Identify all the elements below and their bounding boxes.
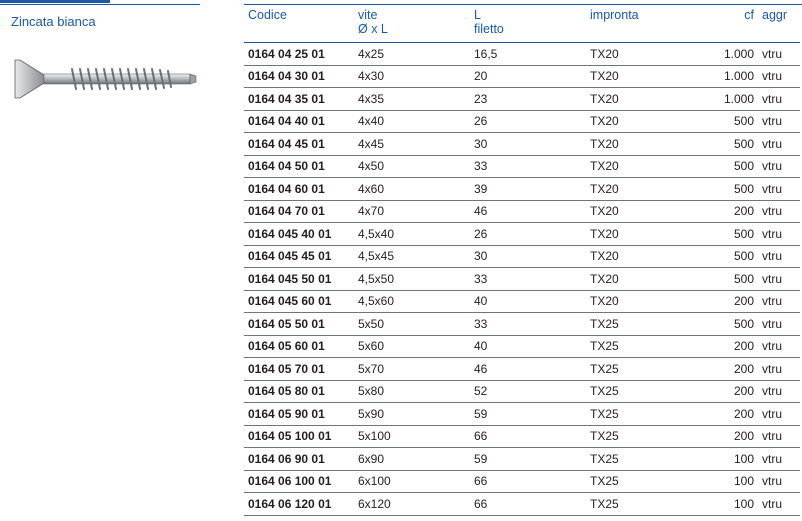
cell-impronta: TX20 [586,155,706,178]
cell-cf: 200 [706,403,758,426]
cell-filetto: 16,5 [470,43,586,66]
cell-filetto: 39 [470,178,586,201]
cell-vite: 4,5x50 [354,268,470,291]
cell-impronta: TX20 [586,65,706,88]
cell-filetto: 59 [470,403,586,426]
header-impronta: impronta [586,7,706,43]
cell-codice: 0164 04 40 01 [244,110,354,133]
cell-aggr: vtru [758,268,800,291]
cell-aggr: vtru [758,448,800,471]
cell-filetto: 33 [470,155,586,178]
cell-impronta: TX20 [586,43,706,66]
table-row [244,358,800,381]
cell-codice: 0164 06 100 01 [244,470,354,493]
cell-filetto: 46 [470,200,586,223]
cell-codice: 0164 04 70 01 [244,200,354,223]
cell-cf: 500 [706,245,758,268]
cell-aggr: vtru [758,493,800,516]
cell-vite: 4x45 [354,133,470,156]
cell-filetto: 20 [470,65,586,88]
cell-filetto: 33 [470,313,586,336]
cell-filetto: 66 [470,470,586,493]
cell-filetto: 30 [470,133,586,156]
cell-vite: 4x50 [354,155,470,178]
cell-filetto: 30 [470,245,586,268]
cell-impronta: TX25 [586,493,706,516]
cell-aggr: vtru [758,403,800,426]
cell-impronta: TX20 [586,223,706,246]
cell-impronta: TX25 [586,380,706,403]
table-row [244,425,800,448]
cell-vite: 5x60 [354,335,470,358]
cell-codice: 0164 04 60 01 [244,178,354,201]
table-row [244,155,800,178]
cell-cf: 100 [706,470,758,493]
cell-impronta: TX25 [586,358,706,381]
table-row [244,178,800,201]
table-row [244,200,800,223]
cell-codice: 0164 06 90 01 [244,448,354,471]
cell-filetto: 26 [470,223,586,246]
cell-aggr: vtru [758,223,800,246]
cell-codice: 0164 05 90 01 [244,403,354,426]
cell-codice: 0164 05 60 01 [244,335,354,358]
cell-aggr: vtru [758,65,800,88]
cell-aggr: vtru [758,178,800,201]
cell-impronta: TX20 [586,133,706,156]
table-row [244,245,800,268]
cell-codice: 0164 04 25 01 [244,43,354,66]
table-row [244,380,800,403]
cell-aggr: vtru [758,313,800,336]
table-row [244,335,800,358]
cell-vite: 5x70 [354,358,470,381]
table-row [244,313,800,336]
cell-vite: 4x30 [354,65,470,88]
product-table [244,7,800,516]
cell-codice: 0164 045 60 01 [244,290,354,313]
table-top-rule [244,4,802,5]
cell-impronta: TX20 [586,290,706,313]
cell-filetto: 40 [470,290,586,313]
cell-codice: 0164 04 50 01 [244,155,354,178]
cell-vite: 4,5x45 [354,245,470,268]
cell-impronta: TX20 [586,245,706,268]
cell-filetto: 46 [470,358,586,381]
cell-impronta: TX25 [586,335,706,358]
table-row [244,493,800,516]
cell-vite: 4,5x40 [354,223,470,246]
cell-codice: 0164 045 45 01 [244,245,354,268]
cell-vite: 5x100 [354,425,470,448]
table-row [244,43,800,66]
cell-aggr: vtru [758,133,800,156]
cell-aggr: vtru [758,380,800,403]
left-divider [0,4,200,5]
screw-icon [10,54,200,104]
cell-cf: 1.000 [706,65,758,88]
cell-aggr: vtru [758,425,800,448]
cell-vite: 4x25 [354,43,470,66]
cell-impronta: TX25 [586,425,706,448]
cell-impronta: TX20 [586,178,706,201]
cell-cf: 500 [706,155,758,178]
cell-cf: 200 [706,200,758,223]
table-row [244,403,800,426]
cell-cf: 200 [706,290,758,313]
cell-cf: 500 [706,223,758,246]
table-row [244,88,800,111]
cell-aggr: vtru [758,290,800,313]
cell-filetto: 26 [470,110,586,133]
cell-filetto: 59 [470,448,586,471]
cell-cf: 100 [706,493,758,516]
cell-vite: 5x50 [354,313,470,336]
header-cf: cf [706,7,758,43]
cell-impronta: TX20 [586,110,706,133]
cell-aggr: vtru [758,88,800,111]
cell-filetto: 23 [470,88,586,111]
cell-aggr: vtru [758,155,800,178]
cell-vite: 4,5x60 [354,290,470,313]
cell-impronta: TX25 [586,403,706,426]
cell-filetto: 66 [470,493,586,516]
cell-cf: 500 [706,110,758,133]
cell-vite: 6x90 [354,448,470,471]
cell-impronta: TX20 [586,200,706,223]
table-row [244,65,800,88]
header-aggr: aggr [758,7,800,43]
cell-vite: 6x120 [354,493,470,516]
cell-cf: 500 [706,178,758,201]
cell-vite: 4x70 [354,200,470,223]
cell-filetto: 33 [470,268,586,291]
cell-aggr: vtru [758,335,800,358]
cell-vite: 4x60 [354,178,470,201]
cell-cf: 200 [706,425,758,448]
cell-aggr: vtru [758,358,800,381]
cell-aggr: vtru [758,470,800,493]
finish-label: Zincata bianca [11,14,96,29]
cell-codice: 0164 04 45 01 [244,133,354,156]
cell-cf: 100 [706,448,758,471]
header-filetto: L filetto [470,7,586,43]
cell-vite: 6x100 [354,470,470,493]
cell-vite: 4x35 [354,88,470,111]
cell-impronta: TX20 [586,268,706,291]
cell-codice: 0164 05 100 01 [244,425,354,448]
cell-cf: 500 [706,133,758,156]
cell-aggr: vtru [758,43,800,66]
cell-cf: 200 [706,380,758,403]
cell-impronta: TX25 [586,448,706,471]
cell-codice: 0164 04 35 01 [244,88,354,111]
cell-cf: 1.000 [706,43,758,66]
cell-filetto: 40 [470,335,586,358]
cell-impronta: TX20 [586,88,706,111]
table-row [244,268,800,291]
cell-vite: 5x90 [354,403,470,426]
table-row [244,470,800,493]
cell-cf: 200 [706,335,758,358]
cell-vite: 5x80 [354,380,470,403]
cell-impronta: TX25 [586,470,706,493]
section-marker [0,0,110,3]
cell-cf: 1.000 [706,88,758,111]
cell-aggr: vtru [758,110,800,133]
header-vite: vite Ø x L [354,7,470,43]
cell-aggr: vtru [758,200,800,223]
cell-impronta: TX25 [586,313,706,336]
table-header-row [244,7,800,43]
cell-codice: 0164 045 40 01 [244,223,354,246]
table-row [244,110,800,133]
header-codice: Codice [244,7,354,43]
cell-codice: 0164 05 50 01 [244,313,354,336]
cell-cf: 500 [706,313,758,336]
cell-aggr: vtru [758,245,800,268]
table-row [244,133,800,156]
cell-cf: 500 [706,268,758,291]
table-row [244,223,800,246]
table-row [244,290,800,313]
cell-codice: 0164 04 30 01 [244,65,354,88]
cell-codice: 0164 05 80 01 [244,380,354,403]
cell-filetto: 52 [470,380,586,403]
table-row [244,448,800,471]
cell-cf: 200 [706,358,758,381]
cell-vite: 4x40 [354,110,470,133]
cell-codice: 0164 05 70 01 [244,358,354,381]
cell-codice: 0164 06 120 01 [244,493,354,516]
cell-filetto: 66 [470,425,586,448]
cell-codice: 0164 045 50 01 [244,268,354,291]
